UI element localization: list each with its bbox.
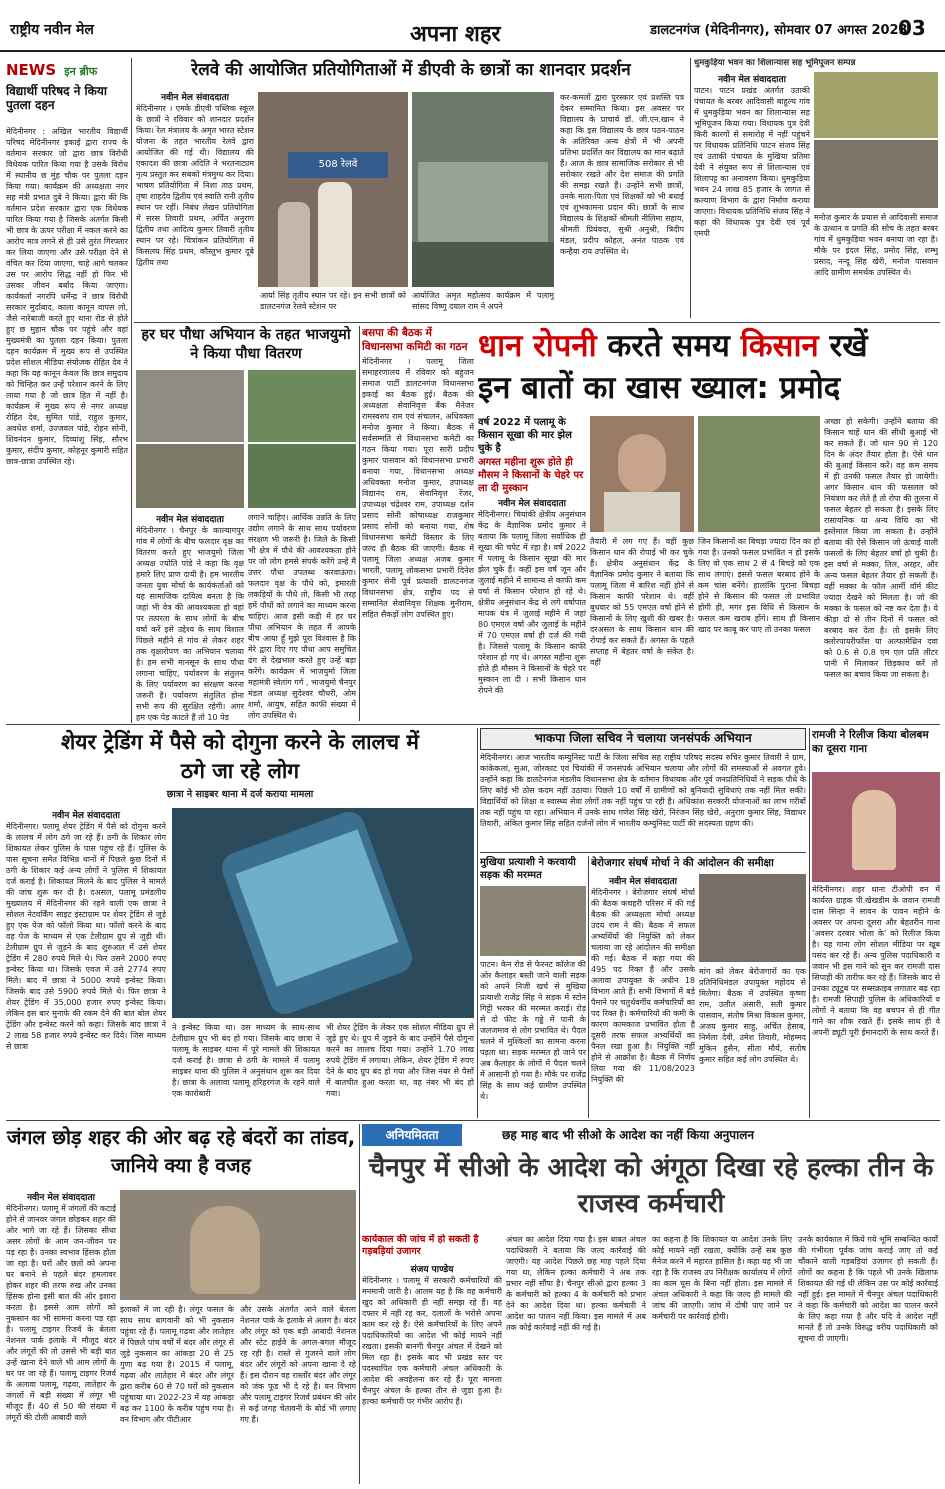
chainpur-kicker: छह माह बाद भी सीओ के आदेश का नहीं किया अनुपालन — [502, 1128, 755, 1142]
paddy-headline-2: इन बातों का खास ख्याल: प्रमोद — [478, 370, 841, 406]
story-bsp — [362, 326, 474, 721]
paddy-portrait-photo — [590, 416, 694, 532]
paddy-headline-part-3: किसान — [740, 328, 819, 364]
dhumkudiya-kicker: धुमकुड़िया भवन का शिलान्यास सह भूमिपूजन सम्पन्न — [694, 58, 856, 68]
section-title: अपना शहर — [410, 22, 501, 47]
paddy-headline-1 — [478, 326, 940, 368]
unemployed-body-a: मेदिनीनगर । बेरोजगार संघर्ष मोर्चा की बैठक कचहरी परिसर में की गई बैठक की अध्यक्षता मोर्चा अध्यक्ष उदय राम ने की। बैठक में सफल अभ्यर्थियों की नियुक्ति को लेकर चलाया जा रहे आंदोलन की समीक्षा की गई। बैठक में कहा गया की 495 पद रिक्त हैं और उसके अलावा उपायुक्त के अधीन 18 विभाग आते हैं। सभी विभागों में बड़े पैमाने पर चतुर्थवर्गीय कर्मचारियों का पद रिक्त है। कर्मचारियों की कमी के कारण कामकाज प्रभावित होता है दूसरी तरफ सफल अभ्यर्थियों का पैनल रखा हुआ है। नियुक्ति नहीं होने से आक्रोश है। बैठक में निर्णय लिया गया की 11/08/2023 नियुक्ति की — [591, 888, 695, 1084]
paddy-body-c: जिन किसानों का बिचड़ा ज्यादा दिन का हो गया है। उनको फसल प्रभावित न हो इसके लिए वो एक साथ 2 से 4 बिचड़े को एक साथ लगाएं। इससे फसल बरबाद होने के कम चांस बनेंगे। हालांकि पुराना बिचड़ा होने से किसान की फसल तो प्रभावित होगी ही, मगर इस विधि से किसान के फसल कम खराब होंगे। साथ ही किसान खाद पर काबू कर पाए तो उनका फसल — [698, 537, 820, 634]
chainpur-headline: चैनपुर में सीओ के आदेश को अंगूठा दिखा रहे हल्का तीन के राजस्व कर्मचारी — [368, 1153, 934, 1219]
paddy-headline-part-2: करते समय — [607, 328, 730, 364]
story-ramji — [812, 728, 940, 1118]
unemployed-photo — [699, 874, 806, 962]
news-tag: NEWS — [6, 61, 57, 79]
road-repair-body: पाटन। केन रोड से फेरनट कॉलेज की ओर कैलाहर बस्ती जाने वाली सड़क को अपने निजी खर्च से मुखिया प्रत्याशी राजेंद्र सिंह ने सड़क में स्टोन गिट्टी भरकर की मरम्मत कराई। रोड़ से दो फीट के गड्ढे में पानी के जलजमाव से लोग प्रभावित थे। पैदल चलने में मुश्किलों का सामना करना पड़ता था। सड़क मरम्मत हो जाने पर अब कैलाहर के लोगों में पैदल चलने में आसानी हो गया है। मौके पर राजेंद्र सिंह के साथ कई ग्रामीण उपस्थित थे। — [480, 960, 586, 1101]
railway-headline: रेलवे की आयोजित प्रतियोगिताओं में डीएवी के छात्रों का शानदार प्रदर्शन — [191, 60, 631, 80]
railway-body-a: मेदिनीनगर । एमके डीएवी पब्लिक स्कूल के छात्रों ने रविवार को शानदार प्रदर्शन किया। रेल मंत्रालय के अमृत भारत स्टेशन योजना के तहत भारतीय रेलवे द्वारा आयोजित की गई थी। विद्यालय की एकादश की छात्रा अदिति ने भरतनाट्यम नृत्य प्रस्तुत कर सबको मंत्रमुग्ध कर दिया। भाषण प्रतियोगिता में निशा ताठ प्रथम, तृषा शाहदेव द्वितीय एवं स्वाति रानी तृतीय स्थान पर रहीं। निबंध लेखन प्रतियोगिता में सरस तिवारी प्रथम, अर्पित अनुराग द्वितीय तथा आदित्य कुमार तिवारी तृतीय स्थान पर रहे। चित्रांकन प्रतियोगिता में किसलय सिंह प्रथम, कौस्तुभ कुमार दूबे द्वितीय तथा — [136, 104, 254, 267]
monkeys-byline: नवीन मेल संवाददाता — [27, 1193, 95, 1203]
masthead — [0, 0, 945, 52]
chainpur-kicker-row — [362, 1124, 940, 1146]
brief-headline: विद्यार्थी परिषद ने किया पुतला दहन — [6, 84, 107, 112]
story-paddy — [478, 326, 940, 721]
cpi-body: मेदिनीनगर। आज भारतीय कम्युनिस्ट पार्टी के जिला सचिव सह राष्ट्रीय परिषद सदस्य रुचिर कुमार तिवारी ने ग्राम, कांकेकलां, सुआ, जोरकाट एवं चियांकी में जनसंपर्क अभियान चलाया और लोगों की समस्याओं से अवगत हुवे। उन्होंने कहा कि डालटेनगंज मंडलीय विधानसभा क्षेत्र के वर्तमान विधायक और पूर्व जनप्रतिनिधियों ने सड़क पौधे के लिए कोई भी ठोस कदम नहीं उठाया। पिछले 10 वर्षों में ग्रामीणों को बुनियादी सुविधाएं तक नहीं मिल सकी। विद्यार्थियों को शिक्षा व स्वास्थ्य सेवा लोगों तक नहीं पहुंच पा रही है। अधिकांश सरकारी योजनाओं का लाभ गरीबों तक नहीं पहुंच पा रहा। अभियान में उनके साथ गणेश सिंह खेरो, निरंजन सिंह खेरो, अनुराग कुमार सिंह, विद्याधर तिवारी, अंकित कुमार सिंह सहित दर्जनों लोग में भारतीय कम्युनिस्ट पार्टी की सदस्यता ग्रहण की। — [480, 753, 806, 828]
unemployed-body-b: मांग को लेकर बेरोजगारों का एक प्रतिनिधिमंडल उपायुक्त महोदय से मिलेगा। बैठक में उपस्थित कृष्णा राम, उलीत अंसारी, सती कुमार पासवान, संतोष मिश्रा विकास कुमार, अजय कुमार साहु, अर्चित हेसाब, निर्मला देवी, उमेश तिवारी, मोहम्मद मुकिन हुसैन, सीता मौर्य, संतोष कुमार सहित कई लोग उपस्थित थे। — [699, 967, 806, 1064]
paddy-body-a: मेदिनीनगर। चियांकी क्षेत्रीय अनुसंधान केंद्र के वैज्ञानिक प्रमोद कुमार ने बताया कि पलामू जिला सर्वाधिक ही सूखा की चपेट में रहा है। वर्ष 2022 में पलामू के किसान सूखा की मार झेल चुके हैं। कहीं इस वर्ष जून और जुलाई महीने में सामान्य से काफी कम वर्षा से किसान परेशान हो रहे थे। क्षेत्रीय अनुसंधान केंद्र से लगे वर्षापात मापक यंत्र में जुलाई महीने में जहां 80 एमएल वर्षा और जुलाई के महीने में 70 एमएल वर्षा ही दर्ज की गयी है। जिससे पलामू के किसान काफी परेशान हो गए थे। अगस्त महीना शुरू होते ही मौसम ने किसानों के चेहरे पर मुस्कान ला दी । सभी किसान धान रोपने की — [478, 510, 586, 695]
chainpur-tag: अनियमितता — [362, 1124, 462, 1146]
dhumkudiya-body-b: मनोज कुमार के प्रयास से आदिवासी समाज के उत्थान व प्रगति की सोच के तहत बरबर गांव में धुमकुड़िया भवन बनाया जा रहा है। मौके पर इंदल सिंह, प्रमोद सिंह, शम्भु प्रसाद, नन्दू सिंह खेरी, मनोज पासवान आदि ग्रामीण समर्थक उपस्थित थे। — [814, 213, 938, 277]
paddy-sub-1: वर्ष 2022 में पलामू के किसान सूखा की मार झेल चुके है — [478, 417, 572, 454]
story-unemployed — [591, 856, 806, 1118]
story-chainpur — [362, 1124, 940, 1484]
cpi-headline: भाकपा जिला सचिव ने चलाया जनसंपर्क अभियान — [480, 728, 806, 750]
paddy-body-b: तैयारी में लग गए हैं। वहीं कुछ किसान धान की रोपाई भी कर चुके हैं। क्षेत्रीय अनुसंधान केंद्र के वैज्ञानिक प्रमोद कुमार ने बताया कि पलामू जिला में बारिश नहीं होने से किसान काफी परेशान थे। वहीं बुधवार को 55 एमएल वर्षा होने से किसानों के लिए खुशी की खबर है। दरअसल के साथ किसान धान की रोपाई कर सकते हैं। अगस्त के पहले सप्ताह में बेहतर वर्षा के संकेत है। वहीं — [590, 537, 694, 667]
dhumkudiya-body-a: पाटन। पाटन प्रखंड अंतर्गत उताकी पंचायत के बरबर आदिवासी बाहुल्य गांव में धुमकुड़िया भवन का शिलान्यास सह भूमिपूजन किया गया। विधायक पुत्र देवी किरी कारगों से समारोह में नहीं पहुंचने पर विधायक प्रतिनिधि पाटन संजय सिंह एवं उताकी पंचायत के मुखिया प्रतिमा देवी ने संयुक्त रूप से शिलान्यास एवं शिलापट्ट का अनावरण किया। धुमकुड़िया भवन 24 लाख 85 हजार के लागत से कल्याण विभाग के द्वारा निर्माण कराया जाएगा। विधायक प्रतिनिधि संजय सिंह ने कहा की विधायक पुत्र देवी एवं पूर्व एमपी — [694, 86, 810, 238]
railway-byline: नवीन मेल संवाददाता — [161, 93, 229, 103]
railway-photo — [258, 92, 408, 287]
paddy-headline-part-1: धान रोपनी — [478, 328, 597, 364]
monkeys-body-a: मेदिनीनगर। पलामू में जंगलों की कटाई होने से जानवर जंगल छोड़कर शहर की ओर भागे जा रहे हैं। जिसका सीधा असर लोगों के आम जन-जीवन पर पड़ रहा है। उनका स्वभाव हिंसक होता जा रहा है। घरों और छतों को अपना घर बनाने से पहले बंदर हमलावर होकर शहर की तरफ रुख और उनका हिंसक होना इसी बात की ओर इशारा करता है। इससे आम लोगों को नुकसान का भी सामना करना पड़ रहा है। पलामू टाइगर रिजर्व के बेतला नेशनल पार्क इलाके में मौजूद बंदर और लंगूरों की तो उससे भी बड़ी बात उन्हें खाना देने वाले भी आम लोगों के घर पर जा रहे हैं। पलामू टाइगर रिजर्व के अलावा पलामू, गढ़वा, लातेहार के जंगलों में बड़ी संख्या में लंगूर भी मौजूद हैं। 40 से 50 की संख्या में लंगूरों की टोली आबादी वाले — [6, 1204, 116, 1422]
bsp-headline: बसपा की बैठक में विधानसभा कमिटी का गठन — [362, 327, 468, 353]
date-line: डालटनगंज (मेदिनीनगर), सोमवार 07 अगस्त 2023 — [650, 23, 908, 38]
monkeys-body-b: इलाकों में जा रही है। लंगूर फसल के साथ साथ बागवानी को भी नुकसान पहुंचा रहे हैं। पलामू गढ़वा और लातेहार में पिछले पांच वर्षों में बंदर और लंगूर से जुड़े नुकसान का आंकड़ा 20 से 25 गुणा बढ़ गया है। 2015 में पलामू, गढ़वा और लातेहार में बंदर और लंगूर द्वारा करीब 60 से 70 घरों को नुकसान पहुंचाया था। 2022-23 में यह आंकड़ा बढ़ कर 1100 के करीब पहुंच गया है। वन विभाग और पीटीआर — [120, 1305, 234, 1424]
story-plantation — [136, 326, 356, 721]
share-trading-photo — [172, 808, 474, 1018]
news-brief — [6, 60, 128, 720]
in-brief-tag: इन ब्रीफ — [64, 65, 98, 78]
chainpur-body-a: मेदिनीनगर । पलामू में सरकारी कर्मचारियों की मनमानी जारी है। आलम यह है कि वह कर्मचारी खुद को अधिकारी ही नहीं समझ रहे हैं। वह दफ्तर में नहीं रह कर, दलालों के भरोसे अपना काम कर रहे हैं। ऐसे कर्मचारियों के लिए अपने पदाधिकारियों का आदेश भी कोई मायने नहीं रखता। इसकी बानगी चैनपुर अंचल में देखने को मिल रहा है। इसके बाद भी प्रखंड स्तर पर पदस्थापित एक कर्मचारी अंचल अधिकारी के आदेश की अवहेलना कर रहे हैं। पूरा मामला चैनपुर अंचल के हल्का तीन से जुड़ा हुआ है। हल्का कर्मचारी पर गंभीर आरोप हैं। — [362, 1276, 502, 1406]
share-trading-byline: नवीन मेल संवाददाता — [52, 811, 120, 821]
unemployed-headline: बेरोजगार संघर्ष मोर्चा ने की आंदोलन की समीक्षा — [591, 857, 774, 869]
paddy-headline-part-4: रखें — [829, 328, 868, 364]
ramji-photo — [812, 772, 940, 882]
plantation-photo-2 — [248, 370, 356, 442]
chainpur-byline: संजय पाण्डेय — [410, 1265, 454, 1275]
story-road-repair — [480, 856, 586, 1118]
dhumkudiya-byline: नवीन मेल संवाददाता — [718, 75, 786, 85]
share-trading-body-b: ने इन्वेस्ट किया था। उस माध्यम के साथ-साथ टेलीग्राम ग्रुप भी बंद हो गया। जिसके बाद छात्रा ने पलामू के साइबर थाना में पूरे मामले की शिकायत दर्ज कराई है। छात्रा से ठगी के मामले में पलामू साइबर थाना की पुलिस ने अनुसंधान शुरू कर दिया है। छात्रा के अलावा पलामू हरिहरगंज के रहने वाले एक कारोबारी — [172, 1023, 320, 1098]
dhumkudiya-photo-1 — [814, 72, 938, 138]
ramji-body: मेदिनीनगर। शहर थाना टीओपी वन में कार्यरत ग्राहक पी.खेखडीम के जवान रामजी दास सिन्हा ने सावन के पावन महीने के अवसर पर अपना दूसरा और बेहतरीन गाना 'अवसर दरबार भोला के' को रिलीज किया है। यह गाना लोग सोशल मीडिया पर खूब पसंद कर रहे हैं। अन्य पुलिस पदाधिकारी व जवान भी इस गाने को सुन कर रामजी दास सिपाही की तारीफ कर रहे हैं। जिसके बाद से उनका ट्यूटुब पर सब्सक्राइब लगातार बढ़ रहा है। रामजी सिपाही पुलिस के अधिकारियों व लोगों ने बताया कि वह बचपन से ही गीत गाने का शौक रखते हैं। इसके साथ ही वे अपनी ड्यूटी पूरी ईमानदारी के साथ करते हैं। — [812, 885, 940, 1037]
plantation-photo-3 — [136, 444, 244, 508]
story-railway — [136, 58, 686, 318]
chainpur-body-b: अंचल का आदेश दिया गया है। इस बाबत अंचल पदाधिकारी ने बताया कि जल्द कार्रवाई की जाएगी। यह आदेश पिछले छह माह पहले दिया गया था, लेकिन हल्का कर्मचारी ने अब तक प्रभार नहीं सौंपा है। चैनपुर सीओ द्वारा हल्का 3 के कर्मचारी को हल्का 4 के कर्मचारी को प्रभार देने का आदेश दिया था। हल्का कर्मचारी ने आदेश का पालन नहीं किया। इस मामले में अब तक कोई कार्रवाई नहीं की गई है। — [506, 1235, 646, 1332]
plantation-headline: हर घर पौधा अभियान के तहत भाजयुमो ने किया पौधा वितरण — [141, 327, 351, 362]
ramji-headline: रामजी ने रिलीज किया बोलबम का दूसरा गाना — [812, 729, 929, 755]
road-repair-headline: मुखिया प्रत्याशी ने करवायी सड़क की मरम्मत — [480, 857, 576, 881]
monkeys-headline: जंगल छोड़ शहर की ओर बढ़ रहे बंदरों का तांडव, जानिये क्या है वजह — [6, 1126, 356, 1177]
share-trading-body-c: भी शेयर ट्रेडिंग के लेकर एक सोशल मीडिया ग्रुप से जुड़े हुए थे। ग्रुप में जुड़ने के बाद उन्होंने पैसे दोगुना करने का लालच दिया गया। उन्होंने 1.70 लाख रुपये ट्रेडिंग में लगाया। लेकिन, शेयर ट्रेडिंग में रुपए देने के बाद ग्रुप बंद हो गया और जिस नंबर से पैसों में बातचीत हुआ करता था, वह नंबर भी बंद हो गया। — [326, 1023, 474, 1098]
paddy-sub-2: अगस्त महीना शुरू होते ही मौसम ने किसानों के चेहरे पर ला दी मुस्कान — [478, 457, 584, 494]
monkeys-body-c: और उसके अंतर्गत आने वाले बेतला नेशनल पार्क के इलाके से अलग है। बंदर और लंगूर को एक बड़ी आबादी नेशनल और स्टेट हाईवे के अगल-बगल मौजूद रह रही है। रास्ते से गुजरने वाले लोग बंदर और लंगूरों को अपना खाना दे रहे हैं। इस दौरान वह रास्तोंर बंदर और लंगूर को जंक फूड भी दे रहे हैं। वन विभाग और पलामू टाइगर रिजर्व प्रबंधन की ओर से कई जगह चेतावनी के बोर्ड भी लगाए गए हैं। — [240, 1305, 356, 1424]
plantation-photo-1 — [136, 370, 244, 442]
railway-body-b: कर-कमलों द्वारा पुरस्कार एवं प्रशस्ति पत्र देकर सम्मानित किया। इस अवसर पर विद्यालय के प्राचार्य डॉ. जी.एन.खान ने कहा कि इस विद्यालय के छात्र पठन-पाठन के अतिरिक्त अन्य क्षेत्रों में भी अपनी प्रतिभा प्रदर्शित कर विद्यालय का मान बढ़ाते हैं। आज के छात्र सामाजिक सरोकार से भी सरोकार रखते और देश समाज की प्रगति की समझ रखते हैं। उन्होंने सभी छात्रों, उनके माता-पिता एवं शिक्षकों को भी बधाई एवं शुभकामना प्रदान की। छात्रों के साथ विद्यालय के शिक्षकों श्रीमती नीलिमा सहाय, श्रीमती प्रियंवदा, सुश्री अनुश्री, त्रिदीप मंडल, प्रदीप कोहल, अनंत पाठक एवं कन्हैया राय उपस्थित थे। — [560, 93, 684, 256]
story-share-trading — [6, 728, 474, 1118]
share-trading-body-a: मेदिनीनगर। पलामू शेयर ट्रेडिंग में पैसे को दोगुना करने के लालच में लोग ठगे जा रहे हैं। ठगी के शिकार लोग शिकायत लेकर पुलिस के पास पहुंच रहे हैं। पुलिस के पास सूचना समेत विभिन्न थानों में पिछले कुछ दिनों में ठगी के शिकार कई अन्य लोगों ने पुलिस में शिकायत दर्ज कराई है। शिकायत मिलने के बाद पुलिस ने मामले की जांच शुरू कर दी है। दअसल, पलामू प्रमंडलीय मुख्यालय में मेदिनीनगर की रहने वाली एक छात्रा ने सोशल नेटवर्किंग साइट इंस्टाग्राम पर शेयर ट्रेडिंग से जुड़े हुए एक पेज को फॉलो किया था। फॉलो करने के बाद वह पेज के माध्यम से एक टेलीग्राम ग्रुप से जुड़ी थी। टेलीग्राम ग्रुप से जुड़ने के बाद शुरुआत में उसे शेयर ट्रेडिंग में 280 रुपये मिले थे। फिर उसने 2000 रुपए इन्वेस्ट किया था। जिसके एवज में उसे 2774 रुपए मिले। बाद में छात्रा ने 5000 रुपये इन्वेस्ट किया। जिसके बाद उसे 5900 रुपये मिले थे। फिर छात्रा ने शेयर ट्रेडिंग में 35,000 हजार रुपए इन्वेस्ट किया। लेकिन इस बार मुनाफे की रकम देने की बात बोल शेयर ट्रेडिंग और इन्वेस्ट करने को कहा। जिसके बाद छात्रा ने 2 लाख 58 हजार रुपये इन्वेस्ट कर दिये। जिस माध्यम से छात्रा — [6, 822, 166, 1051]
plantation-byline: नवीन मेल संवाददाता — [156, 515, 224, 525]
bsp-body: मेदिनीनगर । पलामू जिला समाहरणालय में रविवार को बहुजन समाज पार्टी डालटनगंज विधानसभा इकाई का बैठक हुई। बैठक की अध्यक्षता सेवानिवृत्त बैंक मैनेजर रामस्वरुप राम एवं संचालन, अधिवक्ता मनोज कुमार ने किया। बैठक में सर्वसम्मति से विधानसभा कमेटी का गठन किया गया। पूरा सारी प्रदीप कुमार पासवान को विधानसभा प्रभारी बनाया गया, विधानसभा अध्यक्ष अधिवक्ता मनोज कुमार, उपाध्यक्ष विद्यानंद राम, सेवानिवृत्त रेंजर, उपाध्यक्ष चंद्रेश्वर राम, उपाध्यक्ष दर्शन प्रसाद सोनी कोषाध्यक्ष राजकुमार प्रसाद सोनी को बनाया गया, शेष विधानसभा कमेटी विस्तार के लिए जल्द ही बैठक की जाएगी। बैठक में पलामू जिला अध्यक्ष अजब कुमार भारती, पलामू लोकसभा प्रभारी दिनेश कुमार सेनी पूर्व प्रत्याशी डालटनगंज विधानसभा क्षेत्र, राष्ट्रीय पद से सम्मानित सेवानिवृत्त शिक्षक मुनीराम, सहित सैकड़ों लोग उपस्थित हुए। — [362, 357, 474, 619]
brief-body: मेदिनीनगर : अखिल भारतीय विद्यार्थी परिषद मेदिनीनगर इकाई द्वारा राज्य के वर्तमान सरकार जो द्वारा छात्र विरोधी विधेयक पारित किया गया है उसके विरोध में स्थानीय छ मुंह चौक पर पुतला दहन किया गया। कार्यक्रम की अध्यक्षता नगर सह मंत्री प्रभात दुबे ने किया। द्वारा की कि वर्तमान प्रदेश सरकार द्वारा एक विधेयक पारित किया गया है जिसके अंतर्गत किसी भी छात्र के ऊपर परीक्षा में नकल करने का आरोप मात्र लगने से ही उसे तुरंत गिरफ्तार कर लिया जाएगा और उसे परीक्षा देने से वंचित कर दिया जाएगा, चाहे आगे चलकर उस पर आरोप सिद्ध नहीं हो फिर भी उसका जीवन बर्बाद किया जाएगा। कार्यकर्ता नगरपि धर्मेन्द्र ने छात्र विरोधी सरकार मुर्दाबाद, काला कानून वापस लो, जैसे नारेबाजी करते हुए थाना रोड से होते हुए छ मुहान चौक पर पहुंचे और वहां मुख्यमंत्री का पुतला दहन किया। पुतला दहन कार्यक्रम में मुख्य रूप से उपस्थित प्रदेश सोशल मीडिया संयोजक रोहित देव ने कहा कि यह कानून केवल कि छात्र समुदाय को चिन्हित कर उन्हें परेशान करने के लिए लाया गया है जो छात्र हित में नहीं है। कार्यक्रम में मुख्य रूप से नगर अध्यक्ष रोहित देव, सुमित पांडे, राहुल कुमार, अवधेश शर्मा, उज्जवल पांडे, रोहन सोनी, शिवनंदन कुमार, दिव्यांशु सिंह, सौरभ कुमार, संदीप कुमार, कोहनूर कुमारी सहित छात्र-छात्रा उपस्थित रहे। — [6, 127, 128, 466]
paddy-field-photo — [698, 416, 820, 532]
railway-caption-1: आर्या सिंह तृतीय स्थान पर रहे। इन सभी छात्रों को डालटनगंज रेलवे स्टेशन पर — [260, 291, 406, 311]
railway-banner: 508 रेलवे — [288, 152, 388, 178]
page-number: 03 — [898, 16, 926, 40]
share-trading-headline: शेयर ट्रेडिंग में पैसे को दोगुना करने के लालच में ठगे जा रहे लोग — [61, 730, 419, 783]
dhumkudiya-photo-2 — [814, 140, 938, 208]
news-brief-tag-row — [6, 60, 128, 80]
plantation-body-a: मेदिनीनगर । चैनपुर के काल्यागपुर गांव में लोगों के बीच फलदार वृक्ष का वितरण करते हुए भाजयुमो जिला अध्यक्ष ज्योति पांडे ने कहा कि वृक्ष हमारे लिए प्राण दायी है। हम भारतीय जनता युवा मोर्चा के कार्यकर्ताओं को यह सामाजिक दायित्व बनता है कि जहां भी वेत्र की आवश्यकता हो वहां पर तत्परता के साथ लोगों के बीच वर्षा करें इसे उद्देश्य के साथ विशाल पिछले महीने से गांव से लेकर शहर तक वृक्षारोपण का अभियान चलाया है। हम सभी मानसून के साथ पौधा लगाना चाहिए, पर्यावरण के संतुलन के लिए पर्यावरण का संरक्षण करना जरूरी है। पर्यावरण संतुलित होना सभी रूप की सुरक्षित रहेगी। अगर हम एक पेड़ काटते हैं तो 10 पेड़ — [136, 526, 244, 721]
paddy-byline: नवीन मेल संवाददाता — [498, 499, 566, 509]
chainpur-body-c: का कहना है कि शिकायत या आदेश उनके लिए कोई मायने नहीं रखता, क्योंकि उन्हें सब कुछ मैनेज करने में महारत हासिल है। कहा यह भी जा रहा है कि राजस्व उप निरीक्षक कार्यालय में लोगों का काम घूस के बिना नहीं होता। इस मामले में अंचल अधिकारी ने कहा कि जल्द ही मामले की जांच की जाएगी। जांच में दोषी पाए जाने पर कर्मचारी पर कार्रवाई होगी। — [652, 1235, 792, 1321]
share-trading-sub: छात्रा ने साइबर थाना में दर्ज कराया मामला — [166, 789, 314, 800]
railway-caption-2: आयोजित अमृत महोत्सव कार्यक्रम में पलामू सांसद विष्णु दयाल राम ने अपने — [412, 291, 554, 311]
plantation-body-b: लगाने चाहिए। आर्थिक उन्नति के लिए उद्योग लगाने के साथ साथ पर्यावरण संरक्षण भी जरूरी है। जिले के किसी भी क्षेत्र में पौधे की आवश्यकता होने पर जो लोग हमसे संपर्क करेंगे उन्हें मैं उत्तर पौधा उपलब्ध करवाऊंगा। फलदार वृक्ष के पौधे को, इमारती लकड़ियों के पौधे तो, किसी भी तरह हमें पौधों को लगाने का माध्यम करना चाहिए। आज इसी कड़ी में हर घर पौधा अभियान के तहत मैं आपके बीच आया हूँ मुझे पूरा विश्वास है कि मेरे द्वारा दिए गए पौधा आप समुचित ढंग से देखभाल करते हुए उन्हें बड़ा करेंगे। कार्यक्रम में भाजयुमो जिला महामंत्री स्वेतांग गर्ग , भाजयुमो चैनपुर मंडल अध्यक्ष सुदेश्वर चौधरी, ओम शर्मा, आयुष, सहित काफी संख्या में लोग उपस्थित थे। — [248, 513, 356, 720]
plantation-photo-4 — [248, 444, 356, 508]
story-monkeys — [6, 1124, 356, 1484]
unemployed-byline: नवीन मेल संवाददाता — [609, 877, 677, 887]
newspaper-logo: राष्ट्रीय नवीन मेल — [10, 22, 94, 38]
chainpur-body-d: उनके कार्यकाल में किये गये भूमि सम्बन्धित कार्यों की गंभीरता पूर्वक जांच कराई जाए तो कई चौंकाने वाली गड़बड़ियां उजागर हो सकती हैं। लोगों का कहना है कि पहले भी उनके खिलाफ शिकायत की गई थी लेकिन उस पर कोई कार्रवाई नहीं हुई। इस मामले में चैनपुर अंचल पदाधिकारी ने कहा कि कर्मचारी को आदेश का पालन करने के लिए कहा गया है और यदि वे आदेश नहीं मानते हैं तो उनके विरुद्ध वरीय पदाधिकारी को सूचना दी जाएगी। — [798, 1235, 938, 1343]
chainpur-sub: कार्यकाल की जांच में हो सकती है गड़बड़ियां उजागर — [362, 1234, 479, 1257]
students-photo — [412, 92, 554, 287]
story-dhumkudiya — [694, 58, 940, 320]
story-cpi — [480, 728, 806, 850]
road-repair-photo — [480, 886, 586, 956]
paddy-body-d: अच्छा हो सकेगी। उन्होंने बताया की किसान चाहें धान की सीधी बुआई भी कर सकते हैं। जो धान 90 से 120 दिन के अंदर तैयार होता है। ऐसे धान की बुआई किसान करें। वह कम समय में ही उनकी फसल तैयार हो जायेगी। अगर किसान धान की फसलल को नियंत्रण कर लेते है तो रोपा की तुलना में फसल बेहतर हो सकता है। इसके लिए रासायनिक या अन्य विधि का भी इस्तेमाल किया जा सकता है। उन्होंने बताया की ऐसे किसान जो ऊंचाई वाली फसलों के लिए बेहतर वर्षा हो चुकी है। इस वर्षा से मक्का, तिल, अरहर, और अन्य फसल बेहतर तैयार हो सकती है। वहीं मक्का के फॉल आर्मी वॉर्म कीट ज्यादा देखने को मिलता है। जो की मक्का के फसल को नष्ट कर देता है। ये कीड़ा दो से तीन दिनों में फसल को बरबाद कर देता है। तो इसके लिए क्लोरपायरीफॉस या अल्फामेथ्रिन दवा को 0.6 से 0.8 एम एल प्रति लीटर पानी में मिलाकर छिड़काव करें तो फसल का बचाव किया जा सकता है। — [824, 417, 938, 679]
monkeys-photo — [120, 1190, 356, 1300]
